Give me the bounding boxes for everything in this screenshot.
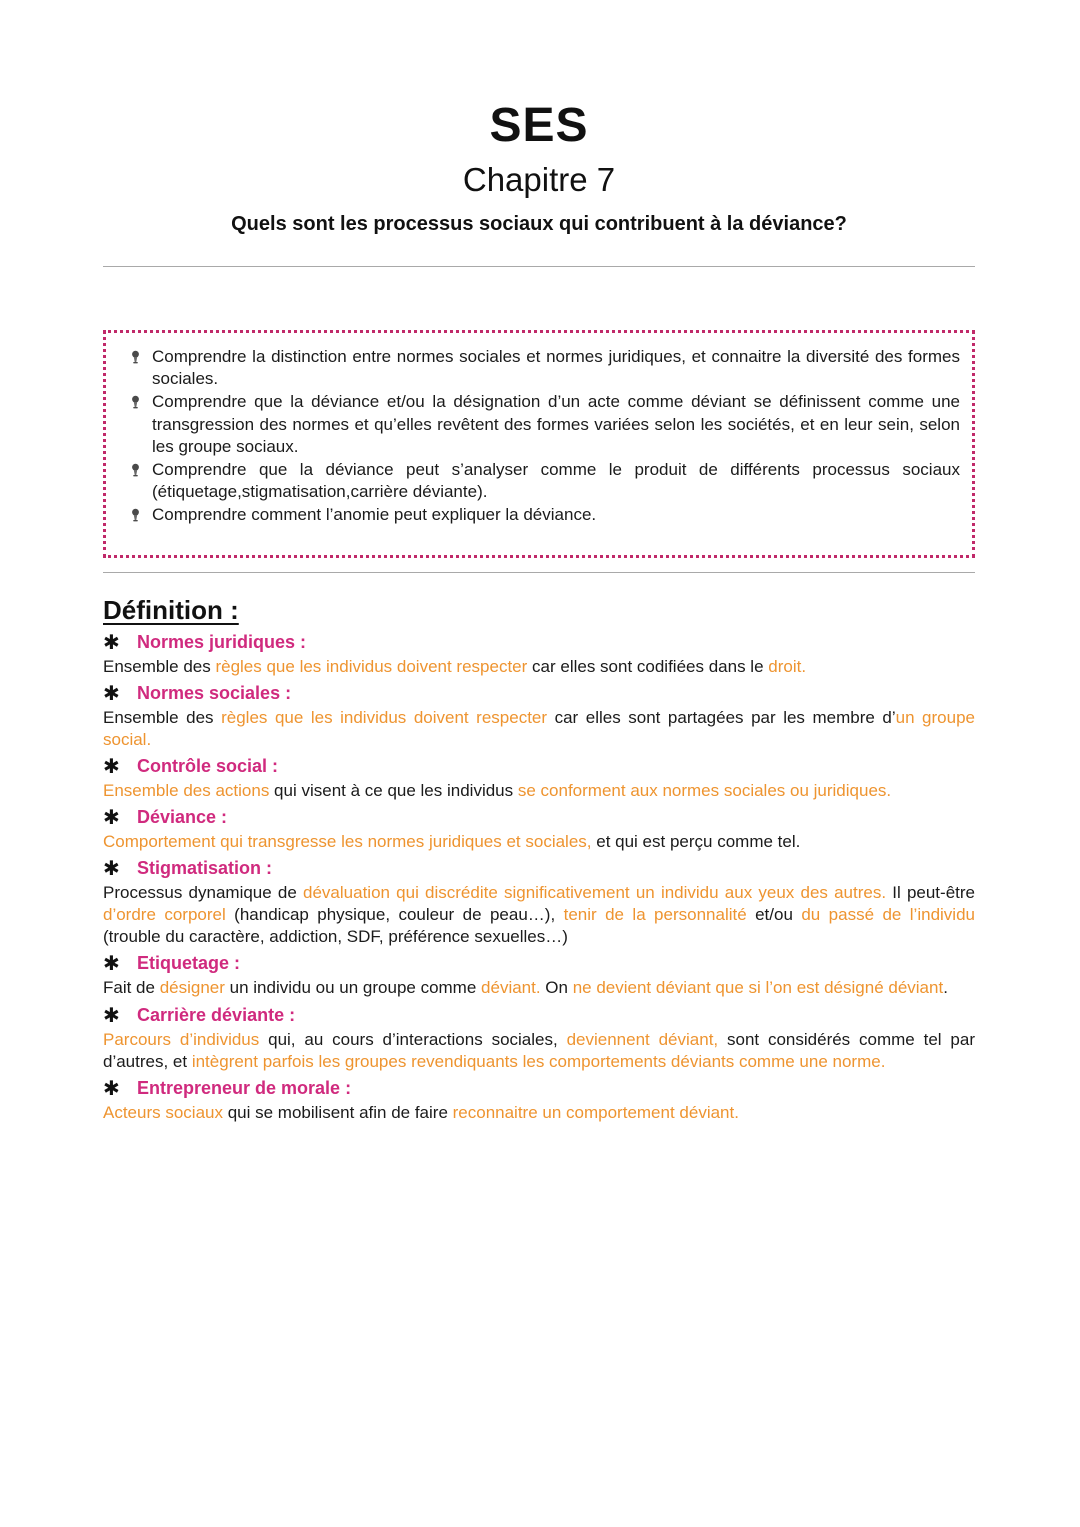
definitions-section [103, 595, 975, 1124]
objective-item [118, 391, 960, 459]
definition-item [103, 630, 975, 678]
definition-term: Normes sociales : [137, 682, 292, 703]
definition-text-segment: Parcours d’individus [103, 1029, 260, 1049]
definition-text-segment: Processus dynamique de [103, 883, 304, 903]
definitions-heading: Définition : [103, 594, 239, 625]
asterisk-bullet-icon: ✱ [103, 1004, 120, 1027]
definition-text-segment: du passé de l’individu [801, 905, 975, 925]
document-header [103, 0, 975, 236]
definition-term-line [103, 754, 975, 779]
definition-term-line [103, 1076, 975, 1101]
definition-term-line [103, 856, 975, 881]
definition-term: Carrière déviante : [137, 1004, 296, 1025]
definition-text-segment: On [540, 978, 573, 998]
definition-text-segment: qui visent à ce que les individus [269, 780, 518, 800]
objective-item [118, 346, 960, 391]
definition-body [103, 1029, 975, 1073]
top-divider [103, 266, 975, 267]
definition-body [103, 977, 975, 999]
definition-text-segment: Comportement qui transgresse les normes juridiques et sociales, [103, 832, 592, 852]
definition-text-segment: intègrent parfois les groupes revendiquants les comportements déviants comme une norme. [191, 1051, 886, 1071]
objectives-box [103, 330, 975, 558]
definition-item [103, 805, 975, 853]
definition-text-segment: Ensemble des actions [103, 780, 270, 800]
definition-body [103, 831, 975, 853]
definition-text-segment: règles que les individus doivent respecter [221, 707, 548, 727]
definition-text-segment: règles que les individus doivent respecter [215, 656, 528, 676]
asterisk-bullet-icon: ✱ [103, 953, 120, 976]
definition-text-segment: et/ou [746, 905, 802, 925]
definition-term-line [103, 951, 975, 976]
definition-text-segment: dévaluation qui discrédite significativement un individu aux yeux des autres. [303, 883, 887, 903]
definition-text-segment: Il peut-être [886, 883, 975, 903]
definition-text-segment: se conforment aux normes sociales ou juridiques. [517, 780, 892, 800]
definition-body [103, 1102, 975, 1124]
pin-bullet-icon [118, 504, 152, 522]
definition-text-segment: ne devient déviant que si l’on est désigné déviant [572, 978, 944, 998]
definition-body [103, 707, 975, 751]
definition-term: Stigmatisation : [137, 858, 273, 879]
pin-bullet-icon [118, 391, 152, 409]
definition-text-segment: un individu ou un groupe comme [224, 978, 482, 998]
definition-text-segment: sont considérés comme tel par d’autres, et [103, 1029, 975, 1071]
definition-text-segment: Ensemble des [103, 707, 222, 727]
chapter-question: Quels sont les processus sociaux qui contribuent à la déviance? [231, 212, 847, 235]
objective-item [118, 459, 960, 504]
objectives-list [118, 346, 960, 527]
definition-term-line [103, 805, 975, 830]
definition-term-line [103, 630, 975, 655]
definition-item [103, 856, 975, 948]
definition-text-segment: un groupe social. [103, 707, 975, 749]
definition-text-segment: Acteurs sociaux [103, 1102, 223, 1122]
definition-term-line [103, 681, 975, 706]
definition-text-segment: et qui est perçu comme tel. [591, 832, 801, 852]
definition-text-segment: . [943, 978, 948, 998]
objective-text: Comprendre la distinction entre normes sociales et normes juridiques, et connaitre la diversité des formes sociales. [152, 346, 960, 389]
main-title: SES [489, 99, 589, 152]
asterisk-bullet-icon: ✱ [103, 858, 120, 881]
definition-body [103, 780, 975, 802]
definition-text-segment: déviant. [481, 978, 541, 998]
definition-term: Etiquetage : [137, 953, 241, 974]
definition-term: Contrôle social : [137, 755, 279, 776]
objective-text: Comprendre comment l’anomie peut expliquer la déviance. [152, 505, 597, 525]
definition-text-segment: d’ordre corporel [103, 905, 226, 925]
pin-bullet-icon [118, 459, 152, 477]
objective-text: Comprendre que la déviance et/ou la désignation d’un acte comme déviant se définissent comme une transgression des normes et qu’elles revêtent des formes variées selon les sociétés, et en leur sein, selon les groupe sociaux. [152, 392, 960, 457]
definition-term: Normes juridiques : [137, 631, 307, 652]
definition-item [103, 754, 975, 802]
definition-text-segment: Fait de [103, 978, 160, 998]
middle-divider [103, 572, 975, 573]
asterisk-bullet-icon: ✱ [103, 807, 120, 830]
definition-text-segment: qui, au cours d’interactions sociales, [259, 1029, 567, 1049]
asterisk-bullet-icon: ✱ [103, 755, 120, 778]
definition-text-segment: désigner [159, 978, 225, 998]
definition-text-segment: (handicap physique, couleur de peau…), [225, 905, 564, 925]
definition-item [103, 681, 975, 751]
objective-item [118, 504, 960, 527]
definition-text-segment: deviennent déviant, [566, 1029, 719, 1049]
definition-term-line [103, 1003, 975, 1028]
definition-text-segment: reconnaitre un comportement déviant. [452, 1102, 739, 1122]
objective-text: Comprendre que la déviance peut s’analyser comme le produit de différents processus sociaux (étiquetage,stigmatisation,carrière déviante). [152, 459, 960, 502]
definition-text-segment: Ensemble des [103, 656, 216, 676]
definition-text-segment: tenir de la personnalité [563, 905, 747, 925]
asterisk-bullet-icon: ✱ [103, 631, 120, 654]
definition-text-segment: car elles sont partagées par les membre d’ [547, 707, 896, 727]
definition-text-segment: (trouble du caractère, addiction, SDF, préférence sexuelles…) [103, 927, 568, 947]
definition-item [103, 1076, 975, 1124]
definition-term: Déviance : [137, 807, 228, 828]
definition-body [103, 656, 975, 678]
definition-body [103, 882, 975, 948]
definitions-list [103, 630, 975, 1124]
definition-text-segment: droit. [768, 656, 807, 676]
asterisk-bullet-icon: ✱ [103, 1077, 120, 1100]
definition-item [103, 1003, 975, 1073]
chapter-title: Chapitre 7 [462, 160, 616, 198]
definition-term: Entrepreneur de morale : [137, 1077, 352, 1098]
definition-text-segment: qui se mobilisent afin de faire [223, 1102, 453, 1122]
asterisk-bullet-icon: ✱ [103, 682, 120, 705]
pin-bullet-icon [118, 346, 152, 364]
definition-text-segment: car elles sont codifiées dans le [527, 656, 769, 676]
definition-item [103, 951, 975, 999]
